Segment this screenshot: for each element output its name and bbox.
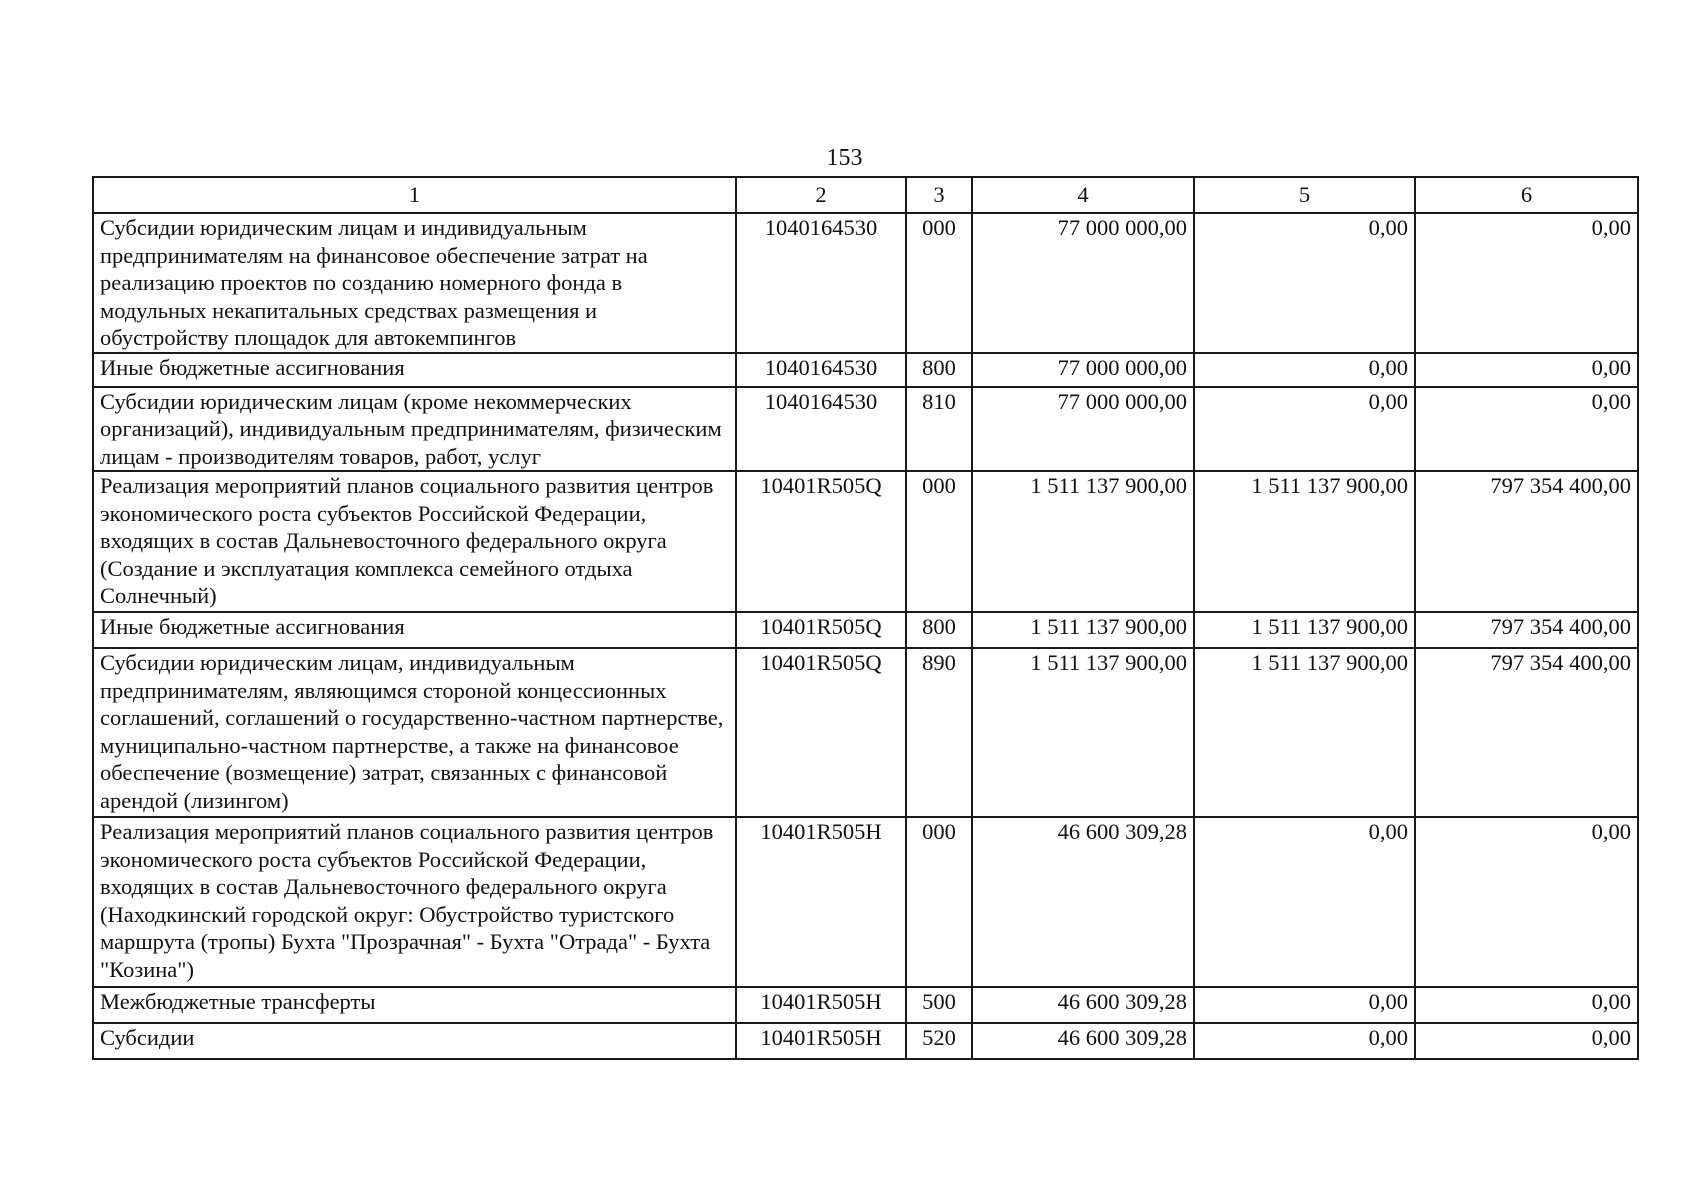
row-name: Иные бюджетные ассигнования [93, 353, 736, 387]
row-amount-4: 1 511 137 900,00 [972, 471, 1194, 612]
row-amount-5: 0,00 [1194, 353, 1415, 387]
row-name: Субсидии юридическим лицам, индивидуальным предпринимателям, являющимся стороной концессионных соглашений, соглашений о государственно-частном партнерстве, муниципально-частном партнерстве, а также на финансовое обеспечение (возмещение) затрат, связанных с финансовой арендой (лизингом) [93, 648, 736, 817]
row-code: 1040164530 [736, 353, 906, 387]
row-name: Реализация мероприятий планов социального развития центров экономического роста субъектов Российской Федерации, входящих в состав Дальневосточного федерального округа (Находкинский городской округ: Обустройство туристского маршрута (тропы) Бухта "Прозрачная" - Бухта "Отрада" - Бухта "Козина") [93, 817, 736, 987]
row-expense-kind: 000 [906, 213, 972, 353]
row-amount-4: 1 511 137 900,00 [972, 648, 1194, 817]
row-name: Субсидии [93, 1023, 736, 1059]
row-amount-5: 1 511 137 900,00 [1194, 648, 1415, 817]
row-amount-4: 46 600 309,28 [972, 1023, 1194, 1059]
row-amount-5: 0,00 [1194, 817, 1415, 987]
row-amount-5: 0,00 [1194, 1023, 1415, 1059]
row-code: 10401R505H [736, 1023, 906, 1059]
table-row [93, 353, 1638, 387]
table-header-row [93, 177, 1638, 213]
row-name: Субсидии юридическим лицам (кроме некоммерческих организаций), индивидуальным предпринимателям, физическим лицам - производителям товаров, работ, услуг [93, 387, 736, 472]
row-name: Иные бюджетные ассигнования [93, 612, 736, 648]
column-header-6: 6 [1415, 177, 1638, 213]
row-expense-kind: 000 [906, 817, 972, 987]
row-amount-6: 0,00 [1415, 213, 1638, 353]
budget-table [92, 176, 1639, 1060]
table-row [93, 612, 1638, 648]
row-amount-6: 797 354 400,00 [1415, 471, 1638, 612]
column-header-5: 5 [1194, 177, 1415, 213]
row-amount-6: 0,00 [1415, 987, 1638, 1023]
column-header-1: 1 [93, 177, 736, 213]
page-number: 153 [826, 145, 863, 171]
row-amount-4: 1 511 137 900,00 [972, 612, 1194, 648]
row-amount-5: 0,00 [1194, 213, 1415, 353]
column-header-4: 4 [972, 177, 1194, 213]
row-amount-5: 1 511 137 900,00 [1194, 612, 1415, 648]
row-expense-kind: 800 [906, 612, 972, 648]
row-amount-6: 0,00 [1415, 387, 1638, 472]
row-amount-5: 0,00 [1194, 387, 1415, 472]
row-name: Субсидии юридическим лицам и индивидуальным предпринимателям на финансовое обеспечение затрат на реализацию проектов по созданию номерного фонда в модульных некапитальных средствах размещения и обустройству площадок для автокемпингов [93, 213, 736, 353]
row-expense-kind: 520 [906, 1023, 972, 1059]
row-code: 1040164530 [736, 213, 906, 353]
row-amount-6: 0,00 [1415, 353, 1638, 387]
row-expense-kind: 800 [906, 353, 972, 387]
row-name: Реализация мероприятий планов социального развития центров экономического роста субъектов Российской Федерации, входящих в состав Дальневосточного федерального округа (Создание и эксплуатация комплекса семейного отдыха Солнечный) [93, 471, 736, 612]
table-row [93, 1023, 1638, 1059]
row-amount-6: 0,00 [1415, 817, 1638, 987]
row-code: 1040164530 [736, 387, 906, 472]
row-code: 10401R505Q [736, 612, 906, 648]
table-row [93, 817, 1638, 987]
row-amount-6: 0,00 [1415, 1023, 1638, 1059]
column-header-3: 3 [906, 177, 972, 213]
table-row [93, 987, 1638, 1023]
row-name: Межбюджетные трансферты [93, 987, 736, 1023]
row-amount-4: 46 600 309,28 [972, 817, 1194, 987]
column-header-2: 2 [736, 177, 906, 213]
row-expense-kind: 500 [906, 987, 972, 1023]
table-row [93, 471, 1638, 612]
table-row [93, 648, 1638, 817]
row-amount-5: 1 511 137 900,00 [1194, 471, 1415, 612]
row-expense-kind: 890 [906, 648, 972, 817]
row-code: 10401R505Q [736, 471, 906, 612]
row-expense-kind: 810 [906, 387, 972, 472]
row-expense-kind: 000 [906, 471, 972, 612]
row-amount-4: 77 000 000,00 [972, 387, 1194, 472]
row-amount-5: 0,00 [1194, 987, 1415, 1023]
row-code: 10401R505H [736, 987, 906, 1023]
row-amount-6: 797 354 400,00 [1415, 648, 1638, 817]
row-amount-6: 797 354 400,00 [1415, 612, 1638, 648]
row-amount-4: 77 000 000,00 [972, 353, 1194, 387]
row-amount-4: 77 000 000,00 [972, 213, 1194, 353]
table-row [93, 213, 1638, 353]
table-row [93, 387, 1638, 472]
row-amount-4: 46 600 309,28 [972, 987, 1194, 1023]
row-code: 10401R505H [736, 817, 906, 987]
row-code: 10401R505Q [736, 648, 906, 817]
